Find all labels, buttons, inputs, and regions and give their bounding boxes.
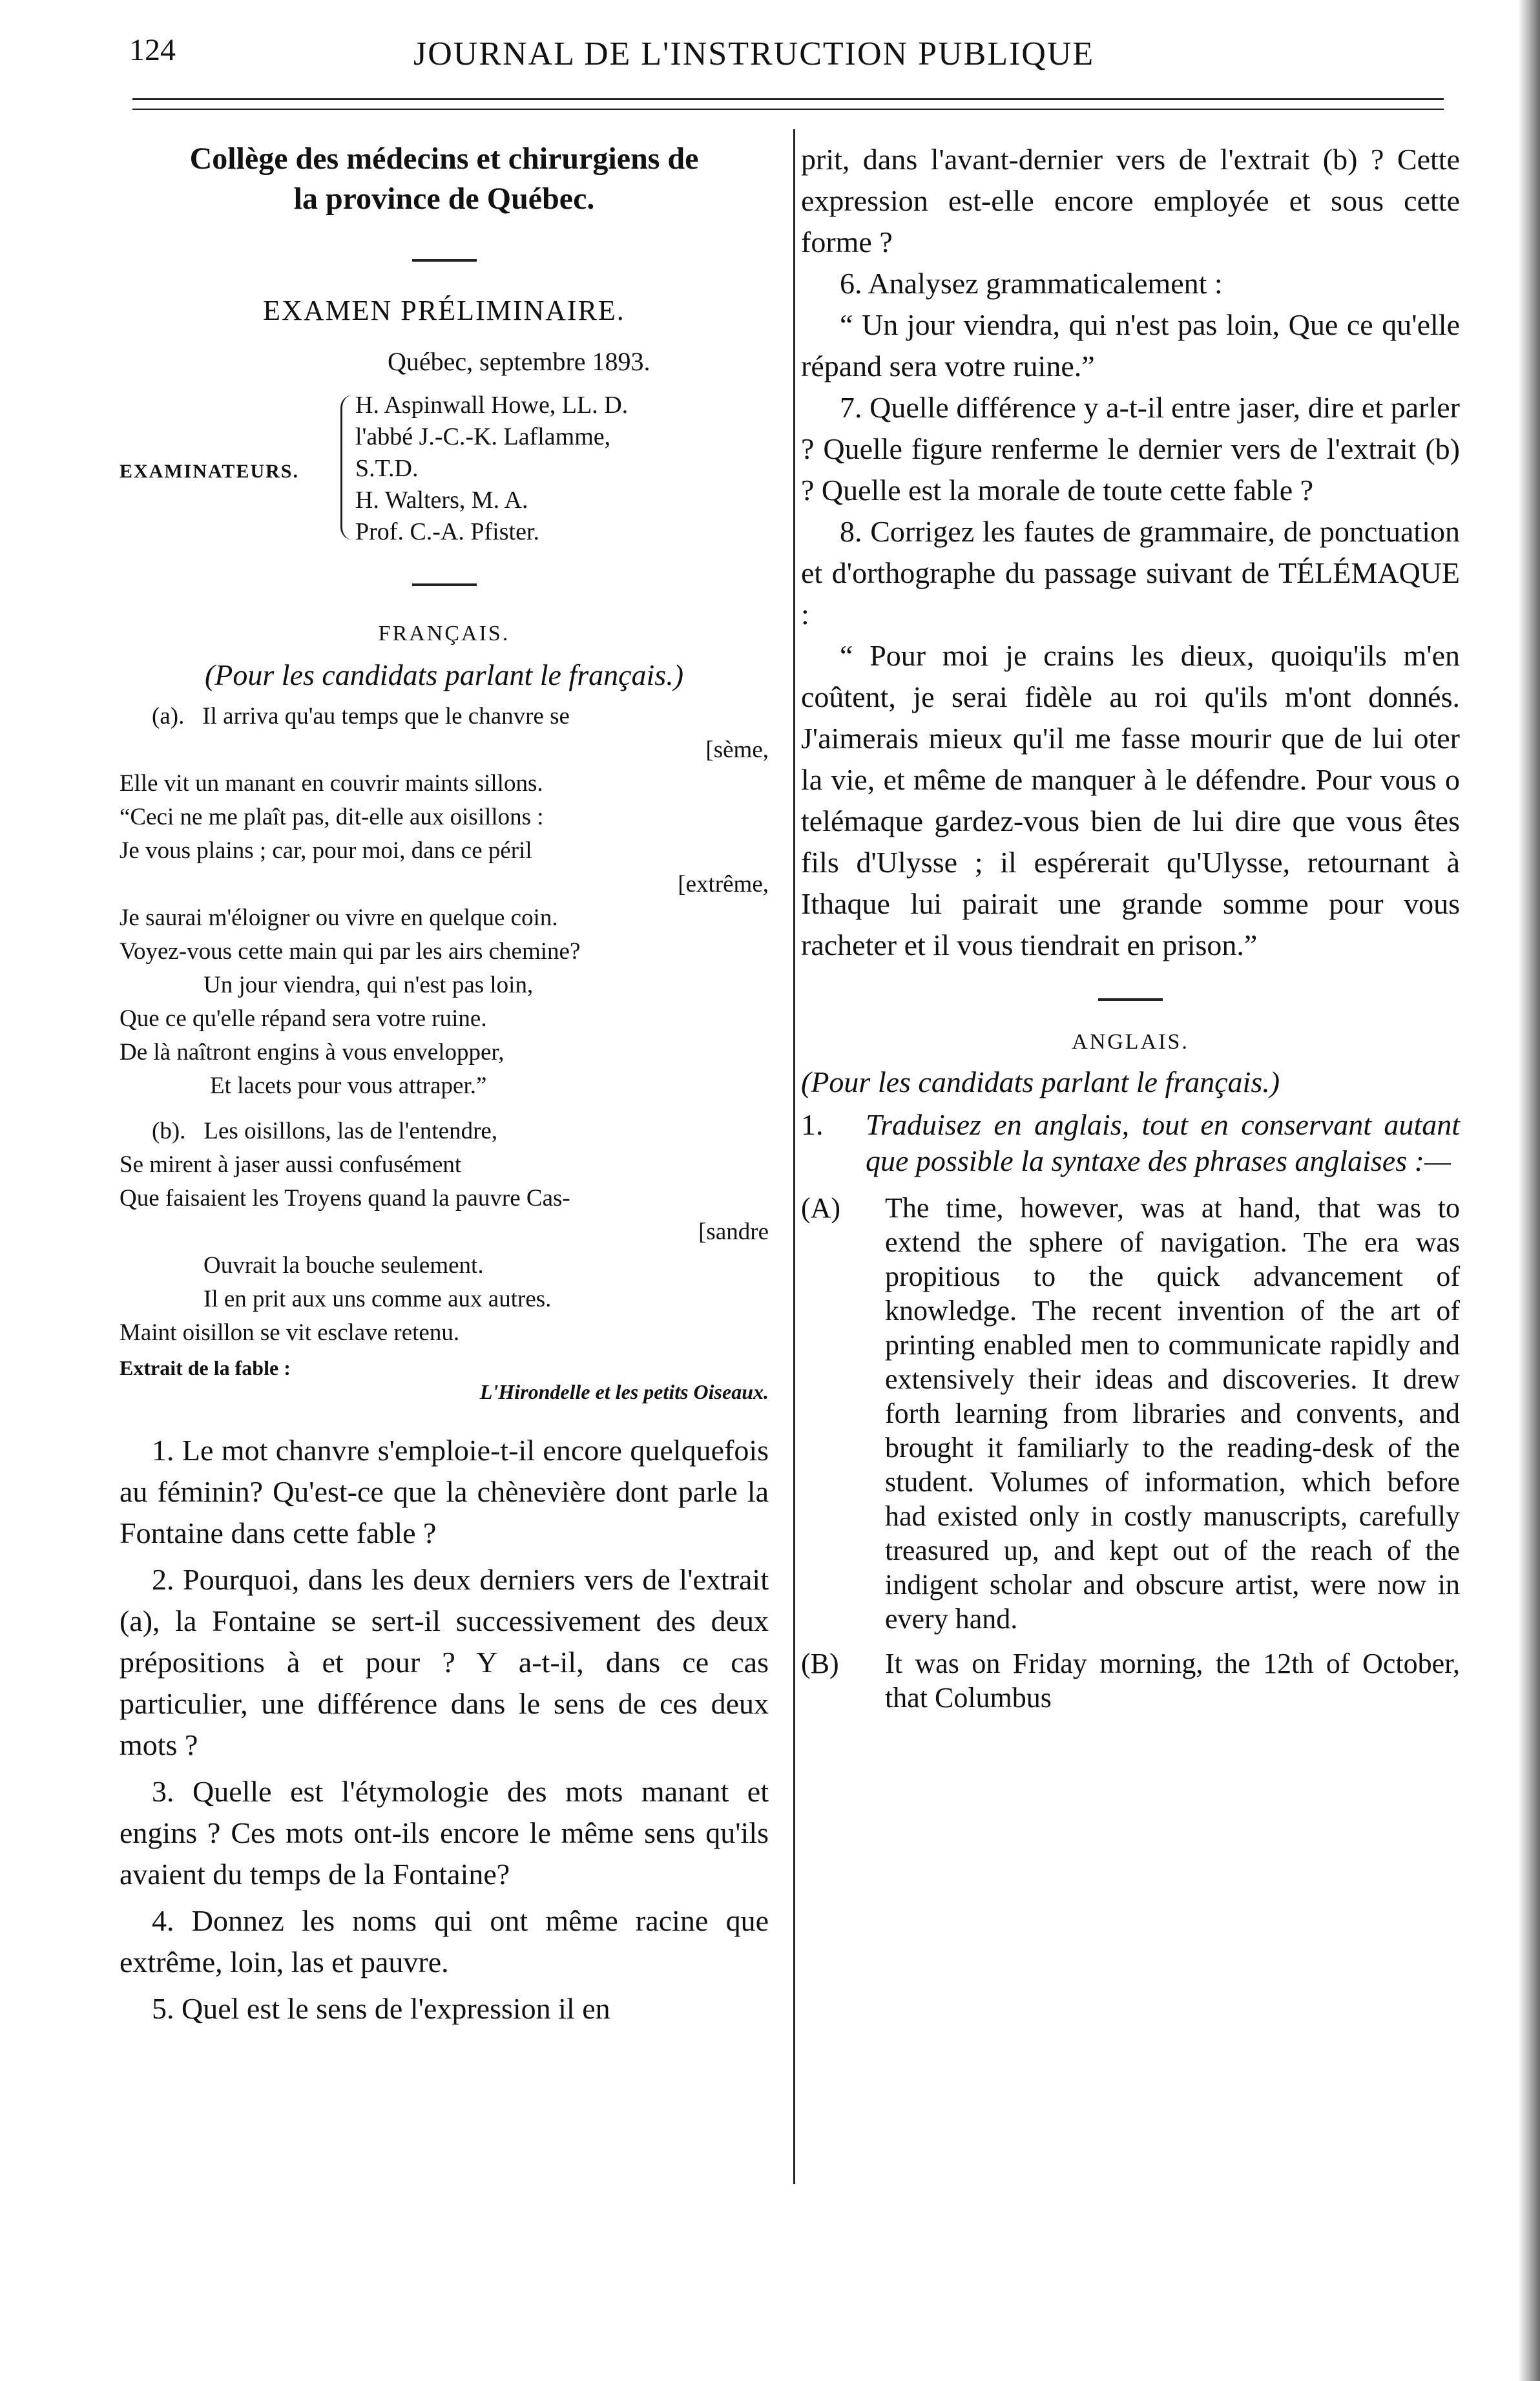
passage-a	[801, 1191, 1460, 1636]
right-column	[801, 139, 1460, 1715]
verse-line: Que ce qu'elle répand sera votre ruine.	[120, 1005, 487, 1032]
verse-line: Je vous plains ; car, pour moi, dans ce péril	[120, 837, 532, 864]
candidates-note: (Pour les candidats parlant le français.)	[204, 658, 684, 691]
examiners-label: EXAMINATEURS.	[120, 461, 299, 482]
verse-line: [extrême,	[678, 871, 769, 897]
passage-label: (A)	[801, 1192, 841, 1224]
verse-line: Un jour viendra, qui n'est pas loin,	[203, 972, 534, 998]
page-edge-shadow	[1518, 0, 1540, 2381]
verse-line: Que faisaient les Troyens quand la pauvre Cas-	[120, 1185, 570, 1211]
header-rule-thin	[132, 109, 1444, 110]
running-head: JOURNAL DE L'INSTRUCTION PUBLIQUE	[413, 36, 1095, 72]
extract-a	[120, 700, 769, 1103]
question-4: 4. Donnez les noms qui ont même racine que extrême, loin, las et pauvre.	[120, 1904, 769, 1978]
verse-line: De là naîtront engins à vous envelopper,	[120, 1039, 505, 1065]
section-francais: FRANÇAIS.	[378, 622, 510, 645]
verse-line: Voyez-vous cette main qui par les airs chemine?	[120, 938, 581, 965]
question-8-quote: “ Pour moi je crains les dieux, quoiqu'ils m'en coûtent, je serai fidèle au roi qu'ils m'ont donnés. J'aimerais mieux qu'il me fasse mourir que de lui oter la vie, et même de manquer à le défendre. Pour vous o telémaque gardez-vous bien de lui dire que vous êtes fils d'Ulysse ; il espérerait qu'Ulysse, retournant à Ithaque lui pairait une grande somme pour vous racheter et il vous tiendrait en prison.”	[801, 639, 1460, 961]
verse-line: Maint oisillon se vit esclave retenu.	[120, 1319, 460, 1346]
question-1: 1. Le mot chanvre s'emploie-t-il encore quelquefois au féminin? Qu'est-ce que la chènevière dont parle la Fontaine dans cette fable ?	[120, 1434, 769, 1549]
verse-line: [sandre	[698, 1219, 769, 1245]
page-number: 124	[129, 33, 176, 67]
examiners-block	[120, 390, 769, 548]
extract-source-title: L'Hirondelle et les petits Oiseaux.	[479, 1380, 769, 1403]
extract-label: (b).	[152, 1118, 186, 1144]
verse-line: Elle vit un manant en couvrir maints sillons.	[120, 770, 543, 797]
left-column	[120, 139, 769, 2035]
exam-title: EXAMEN PRÉLIMINAIRE.	[263, 295, 625, 326]
section-divider	[412, 259, 477, 262]
examiner-name: H. Walters, M. A.	[355, 487, 528, 514]
college-title-line2: la province de Québec.	[293, 182, 595, 216]
examiner-name: l'abbé J.-C.-K. Laflamme,	[355, 423, 611, 450]
passage-label: (B)	[801, 1648, 839, 1679]
page-header	[129, 26, 1447, 84]
verse-line: Et lacets pour vous attraper.”	[210, 1073, 487, 1099]
verse-line: “Ceci ne me plaît pas, dit-elle aux oisillons :	[120, 804, 544, 830]
examiner-name: H. Aspinwall Howe, LL. D.	[355, 392, 629, 419]
extract-source-label: Extrait de la fable :	[120, 1356, 291, 1379]
question-7: 7. Quelle différence y a-t-il entre jaser, dire et parler ? Quelle figure renferme le dernier vers de l'extrait (b) ? Quelle est la morale de toute cette fable ?	[801, 391, 1460, 507]
question-6-quote: “ Un jour viendra, qui n'est pas loin, Que ce qu'elle répand sera votre ruine.”	[801, 308, 1460, 383]
translate-instruction	[801, 1107, 1460, 1179]
questions-list	[120, 1430, 769, 2030]
question-3: 3. Quelle est l'étymologie des mots manant et engins ? Ces mots ont-ils encore le même sens qu'ils avaient du temps de la Fontaine?	[120, 1775, 769, 1891]
passage-text: It was on Friday morning, the 12th of October, that Columbus	[885, 1648, 1460, 1714]
verse-line: Je saurai m'éloigner ou vivre en quelque coin.	[120, 905, 558, 931]
exam-date: Québec, septembre 1893.	[388, 347, 650, 376]
section-divider	[1098, 998, 1163, 1001]
extract-label: (a).	[152, 703, 185, 729]
question-6: 6. Analysez grammaticalement :	[840, 267, 1223, 300]
question-5: 5. Quel est le sens de l'expression il en	[152, 1992, 610, 2025]
verse-line: Les oisillons, las de l'entendre,	[203, 1118, 498, 1144]
column-divider	[793, 129, 795, 2184]
brace-icon	[340, 395, 355, 540]
verse-line: Ouvrait la bouche seulement.	[203, 1252, 484, 1279]
examiner-name: Prof. C.-A. Pfister.	[355, 518, 539, 545]
extract-b	[120, 1115, 769, 1350]
passage-b	[801, 1646, 1460, 1715]
item-number: 1.	[801, 1108, 824, 1141]
question-5-continued: prit, dans l'avant-dernier vers de l'extrait (b) ? Cette expression est-elle encore employée et sous cette forme ?	[801, 143, 1460, 258]
translate-text: Traduisez en anglais, tout en conservant autant que possible la syntaxe des phrases anglaises :—	[866, 1108, 1460, 1177]
verse-line: Se mirent à jaser aussi confusément	[120, 1151, 462, 1178]
candidates-note: (Pour les candidats parlant le français.)	[801, 1065, 1280, 1098]
question-8: 8. Corrigez les fautes de grammaire, de ponctuation et d'orthographe du passage suivant de TÉLÉMAQUE :	[801, 515, 1460, 631]
college-title-line1: Collège des médecins et chirurgiens de	[189, 142, 699, 176]
verse-line: Il en prit aux uns comme aux autres.	[203, 1286, 552, 1312]
examiner-name: S.T.D.	[355, 455, 419, 482]
verse-line: [sème,	[705, 737, 769, 763]
section-divider	[412, 583, 477, 586]
question-2: 2. Pourquoi, dans les deux derniers vers de l'extrait (a), la Fontaine se sert-il successivement des deux prépositions à et pour ? Y a-t-il, dans ce cas particulier, une différence dans le sens de ces deux mots ?	[120, 1563, 769, 1761]
header-rule	[132, 98, 1444, 100]
passage-text: The time, however, was at hand, that was to extend the sphere of navigation. The era was propitious to the quick advancement of knowledge. The recent invention of the art of printing enabled men to communicate rapidly and extensively their ideas and discoveries. It drew forth learning from libraries and convents, and brought it familiarly to the reading-desk of the student. Volumes of information, which before had existed only in costly manuscripts, carefully treasured up, and kept out of the reach of the indigent scholar and obscure artist, were now in every hand.	[885, 1192, 1460, 1635]
verse-line: Il arriva qu'au temps que le chanvre se	[202, 703, 570, 729]
section-anglais: ANGLAIS.	[1072, 1030, 1189, 1054]
examiners-list	[355, 390, 628, 548]
